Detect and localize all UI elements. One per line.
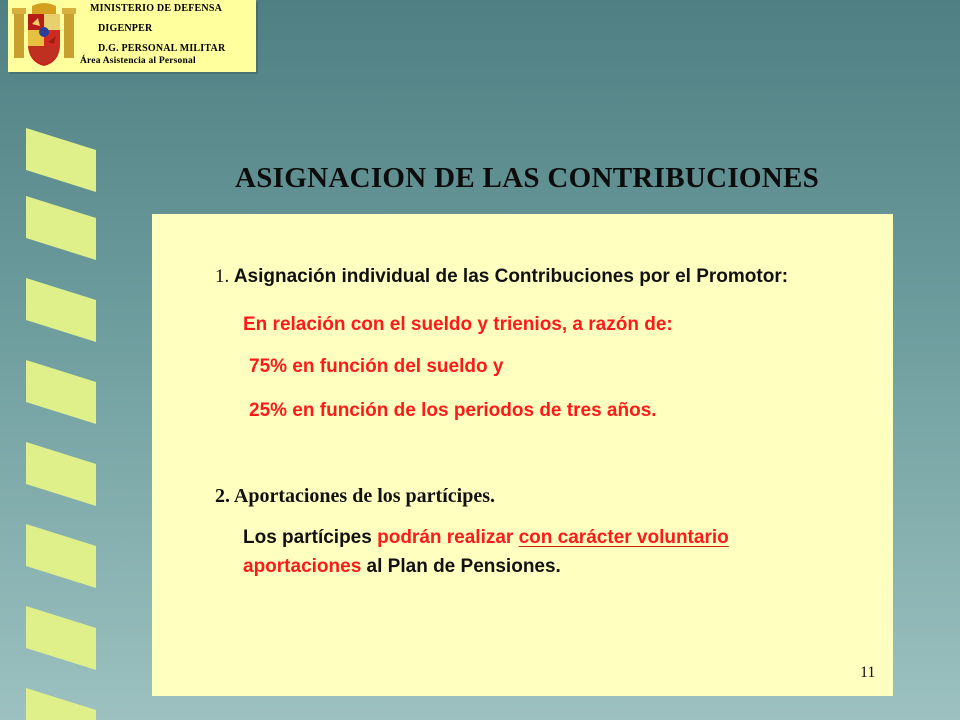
section1-line3: 25% en función de los periodos de tres años. (249, 400, 657, 421)
section2-text-line2 (243, 556, 561, 578)
stripe (26, 360, 96, 424)
stripe (26, 278, 96, 342)
section1-number: 1. (215, 266, 230, 287)
section2-text-contributions: aportaciones (243, 556, 362, 577)
spanish-coat-of-arms-icon (12, 2, 76, 68)
page-number: 11 (860, 664, 876, 681)
decorative-stripes (0, 120, 110, 720)
section1-heading: Asignación individual de las Contribuciones por el Promotor: (233, 266, 789, 287)
section2-text-may-make: podrán realizar (377, 527, 519, 548)
stripe (26, 196, 96, 260)
section2-heading: 2. Aportaciones de los partícipes. (215, 485, 495, 507)
ministry-header (8, 0, 256, 72)
section1-line1: En relación con el sueldo y trienios, a razón de: (243, 314, 673, 335)
section2-text-participants: Los partícipes (243, 527, 378, 548)
section2-text-pension-plan: al Plan de Pensiones. (361, 556, 561, 577)
department-name: DIGENPER (98, 23, 153, 34)
slide-title: ASIGNACION DE LAS CONTRIBUCIONES (235, 162, 820, 194)
section2-text-voluntary: con carácter voluntario (518, 527, 729, 548)
section2-text-line1 (243, 527, 729, 549)
stripe (26, 128, 96, 192)
area-name: Área Asistencia al Personal (80, 56, 196, 66)
section1-line2: 75% en función del sueldo y (249, 356, 504, 377)
stripe (26, 524, 96, 588)
stripe (26, 688, 96, 720)
directorate-name: D.G. PERSONAL MILITAR (98, 43, 226, 54)
stripe (26, 442, 96, 506)
section1-heading-line (215, 266, 788, 288)
stripe (26, 606, 96, 670)
ministry-name: MINISTERIO DE DEFENSA (90, 3, 223, 14)
stripe-group (26, 128, 96, 720)
